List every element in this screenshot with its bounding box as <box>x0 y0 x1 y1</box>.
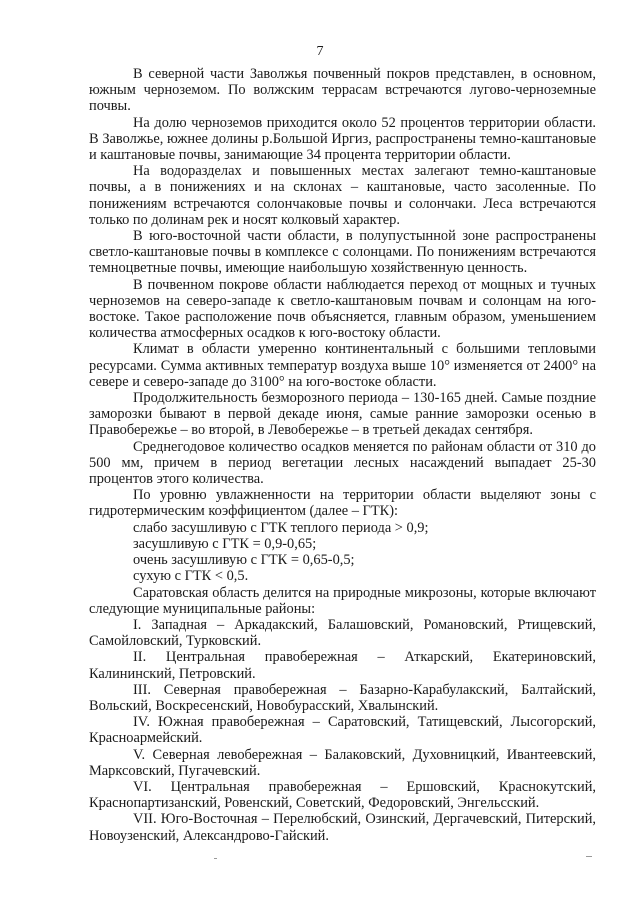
microzones-intro: Саратовская область делится на природные микрозоны, которые включают следующие муниципальные районы: <box>89 584 596 617</box>
paragraph: Среднегодовое количество осадков меняется по районам области от 310 до 500 мм, причем в период вегетации лесных насаждений выпадает 25-30 процентов этого количества. <box>89 438 596 488</box>
gtk-zone-item: очень засушливую с ГТК = 0,65-0,5; <box>133 552 355 569</box>
paragraph: На водоразделах и повышенных местах залегают темно-каштановые почвы, а в понижениях и на склонах – каштановые, часто засоленные. По понижениям встречаются солончаковые почвы и солончаки. Леса встречаются только по долинам рек и носят колковый характер. <box>89 163 596 228</box>
microzone-item: I. Западная – Аркадакский, Балашовский, Романовский, Ртищевский, Самойловский, Турковский. <box>89 616 596 650</box>
paragraph: В почвенном покрове области наблюдается переход от мощных и тучных черноземов на северо-западе к светло-каштановым почвам и солонцам на юго-востоке. Такое расположение почв объясняется, главным образом, уменьшением количества атмосферных осадков к юго-востоку области. <box>89 276 596 342</box>
gtk-zone-item: слабо засушливую с ГТК теплого периода > 0,9; <box>133 519 429 536</box>
paragraph: На долю черноземов приходится около 52 процентов территории области. В Заволжье, южнее долины р.Большой Иргиз, распространены темно-каштановые и каштановые почвы, занимающие 34 процента территории области. <box>89 114 596 164</box>
paragraph: В северной части Заволжья почвенный покров представлен, в основном, южным черноземом. По волжским террасам встречаются лугово-черноземные почвы. <box>89 66 596 115</box>
microzone-item: IV. Южная правобережная – Саратовский, Татищевский, Лысогорский, Красноармейский. <box>89 714 596 747</box>
gtk-zone-item: засушливую с ГТК = 0,9-0,65; <box>133 535 317 552</box>
microzone-item: V. Северная левобережная – Балаковский, Духовницкий, Ивантеевский, Марксовский, Пугачевский. <box>89 746 596 779</box>
scan-artifact <box>586 856 592 857</box>
page-number: 7 <box>316 44 324 59</box>
scan-artifact <box>214 858 217 859</box>
paragraph: По уровню увлажненности на территории области выделяют зоны с гидротермическим коэффициентом (далее – ГТК): <box>89 487 596 520</box>
document-body <box>89 66 596 844</box>
gtk-zone-item: сухую с ГТК < 0,5. <box>133 568 249 585</box>
paragraph: Климат в области умеренно континентальный с большими тепловыми ресурсами. Сумма активных температур воздуха выше 10° изменяется от 2400° на севере и северо-западе до 3100° на юго-востоке области. <box>89 341 596 390</box>
microzone-item: VII. Юго-Восточная – Перелюбский, Озинский, Дергачевский, Питерский, Новоузенский, Александрово-Гайский. <box>89 811 596 844</box>
microzone-item: VI. Центральная правобережная – Ершовский, Краснокутский, Краснопартизанский, Ровенский, Советский, Федоровский, Энгельсский. <box>89 778 596 812</box>
microzone-item: III. Северная правобережная – Базарно-Карабулакский, Балтайский, Вольский, Воскресенский, Новобурасский, Хвалынский. <box>89 681 596 714</box>
paragraph: Продолжительность безморозного периода – 130-165 дней. Самые поздние заморозки бывают в первой декаде июня, самые ранние заморозки осенью в Правобережье – во второй, в Левобережье – в третьей декадах сентября. <box>89 390 596 439</box>
paragraph: В юго-восточной части области, в полупустынной зоне распространены светло-каштановые почвы в комплексе с солонцами. По понижениям встречаются темноцветные почвы, имеющие наибольшую хозяйственную ценность. <box>89 228 596 277</box>
microzone-item: II. Центральная правобережная – Аткарский, Екатериновский, Калининский, Петровский. <box>89 649 596 682</box>
